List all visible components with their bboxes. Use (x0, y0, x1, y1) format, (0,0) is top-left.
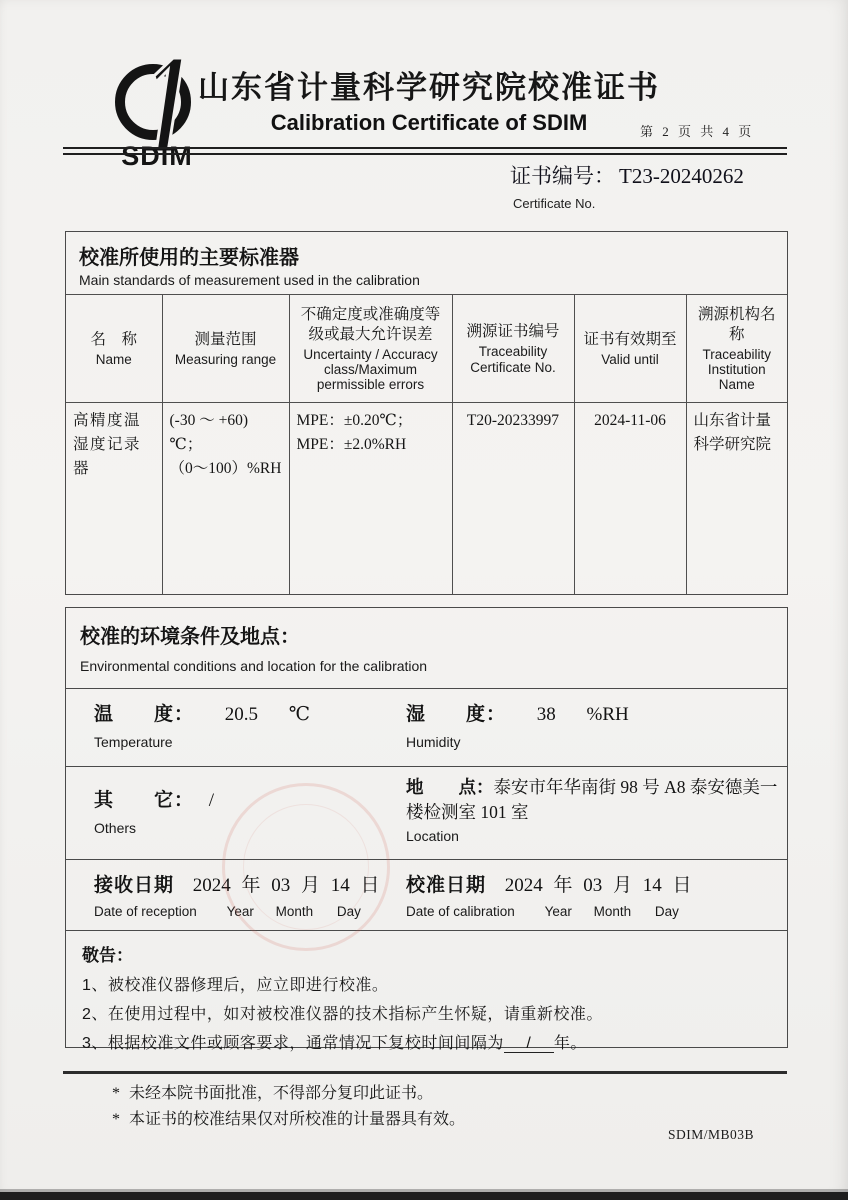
certificate-number-line (510, 160, 744, 190)
scan-edge-artifact (0, 1192, 848, 1200)
notice-title: 敬告： (82, 946, 133, 965)
calibration-date-group (406, 870, 692, 919)
month-label-en: Month (593, 904, 632, 919)
environment-section (65, 607, 788, 1052)
col-range: 测量范围 Measuring range (162, 295, 289, 403)
col-institution: 溯源机构名称 Traceability Institution Name (686, 295, 787, 403)
cell-name: 高精度温湿度记录器 (66, 403, 162, 595)
reception-date-label: 接收日期 (94, 875, 175, 896)
year-label-en: Year (226, 904, 254, 919)
reception-day: 14 (330, 875, 350, 896)
environment-title-row (66, 608, 787, 689)
col-name: 名 称 Name (66, 295, 162, 403)
month-unit: 月 (613, 875, 633, 896)
form-code: SDIM/MB03B (668, 1127, 755, 1142)
calibration-date-label: 校准日期 (406, 875, 487, 896)
standards-title: 校准所使用的主要标准器 (79, 247, 299, 269)
cell-institution: 山东省计量科学研究院 (686, 403, 787, 595)
temp-humidity-row (66, 689, 787, 767)
humidity-label-en: Humidity (406, 734, 461, 750)
col-uncertainty: 不确定度或准确度等级或最大允许误差 Uncertainty / Accuracy class/Maximum permissible errors (289, 295, 452, 403)
location-label-en: Location (406, 828, 459, 844)
calibration-year: 2024 (504, 875, 543, 896)
humidity-group (406, 699, 629, 750)
footer-note-2: * 本证书的校准结果仅对所校准的计量器具有效。 (112, 1111, 466, 1128)
year-label-en: Year (544, 904, 572, 919)
temperature-label-en: Temperature (94, 734, 173, 750)
year-unit: 年 (241, 875, 261, 896)
temperature-group (94, 699, 310, 750)
calibration-day: 14 (642, 875, 662, 896)
cell-mpe: MPE：±0.20℃； MPE：±2.0%RH (289, 403, 452, 595)
temperature-unit: ℃ (288, 704, 311, 725)
page-title: 山东省计量科学研究院校准证书 (198, 70, 660, 105)
red-seal-stamp (222, 783, 390, 951)
recalibration-interval-blank: / (504, 1036, 554, 1053)
day-label-en: Day (336, 904, 361, 919)
environment-title: 校准的环境条件及地点： (80, 626, 300, 648)
day-unit: 日 (360, 875, 380, 896)
calibration-date-label-en: Date of calibration (406, 904, 515, 919)
standards-table (66, 294, 787, 594)
footer-notes (112, 1081, 465, 1133)
header-divider (63, 147, 787, 155)
standards-data-row (66, 403, 787, 595)
reception-date-label-en: Date of reception (94, 904, 197, 919)
others-label: 其 它： (94, 790, 195, 811)
standards-header-row (66, 295, 787, 403)
notice-item-3: 3、根据校准文件或顾客要求，通常情况下复校时间间隔为 / 年。 (82, 1035, 587, 1052)
reception-year: 2024 (192, 875, 231, 896)
environment-title-en: Environmental conditions and location for the calibration (80, 658, 428, 674)
others-group (94, 785, 214, 836)
calibration-month: 03 (583, 875, 603, 896)
month-unit: 月 (301, 875, 321, 896)
location-label: 地 点： (406, 777, 494, 797)
standards-title-en: Main standards of measurement used in the calibration (79, 272, 420, 288)
page-number: 第 2 页 共 4 页 (640, 124, 755, 139)
col-valid-until: 证书有效期至 Valid until (574, 295, 686, 403)
cell-range: (-30 ～ +60) ℃； （0～100）%RH (162, 403, 289, 595)
certificate-number-label-en: Certificate No. (513, 196, 596, 211)
humidity-label: 湿 度： (406, 704, 507, 725)
day-unit: 日 (672, 875, 692, 896)
humidity-value: 38 (536, 704, 556, 725)
sdim-logo-text: SDIM (121, 141, 193, 171)
location-value: 泰安市年华南街 98 号 A8 泰安德美一楼检测室 101 室 (406, 777, 778, 822)
col-traceability-no: 溯源证书编号 Traceability Certificate No. (452, 295, 574, 403)
others-value: / (208, 790, 215, 811)
footer-divider (63, 1071, 787, 1074)
year-unit: 年 (553, 875, 573, 896)
certificate-number-label: 证书编号： (510, 164, 615, 188)
standards-section (65, 231, 788, 595)
notice-item-1: 1、被校准仪器修理后，应立即进行校准。 (82, 977, 389, 994)
others-label-en: Others (94, 820, 137, 836)
others-location-row (66, 767, 787, 860)
cell-valid-until: 2024-11-06 (574, 403, 686, 595)
certificate-number-value: T23-20240262 (619, 164, 744, 188)
location-group (406, 775, 778, 844)
day-label-en: Day (654, 904, 679, 919)
cell-traceability-no: T20-20233997 (452, 403, 574, 595)
notice-section (66, 931, 787, 1068)
temperature-value: 20.5 (224, 704, 259, 725)
page-title-en: Calibration Certificate of SDIM (270, 110, 588, 135)
reception-month: 03 (271, 875, 291, 896)
humidity-unit: %RH (586, 704, 629, 725)
notice-item-2: 2、在使用过程中，如对被校准仪器的技术指标产生怀疑，请重新校准。 (82, 1006, 603, 1023)
dates-row (66, 860, 787, 931)
footer-note-1: * 未经本院书面批准，不得部分复印此证书。 (112, 1085, 434, 1102)
temperature-label: 温 度： (94, 704, 195, 725)
month-label-en: Month (275, 904, 314, 919)
